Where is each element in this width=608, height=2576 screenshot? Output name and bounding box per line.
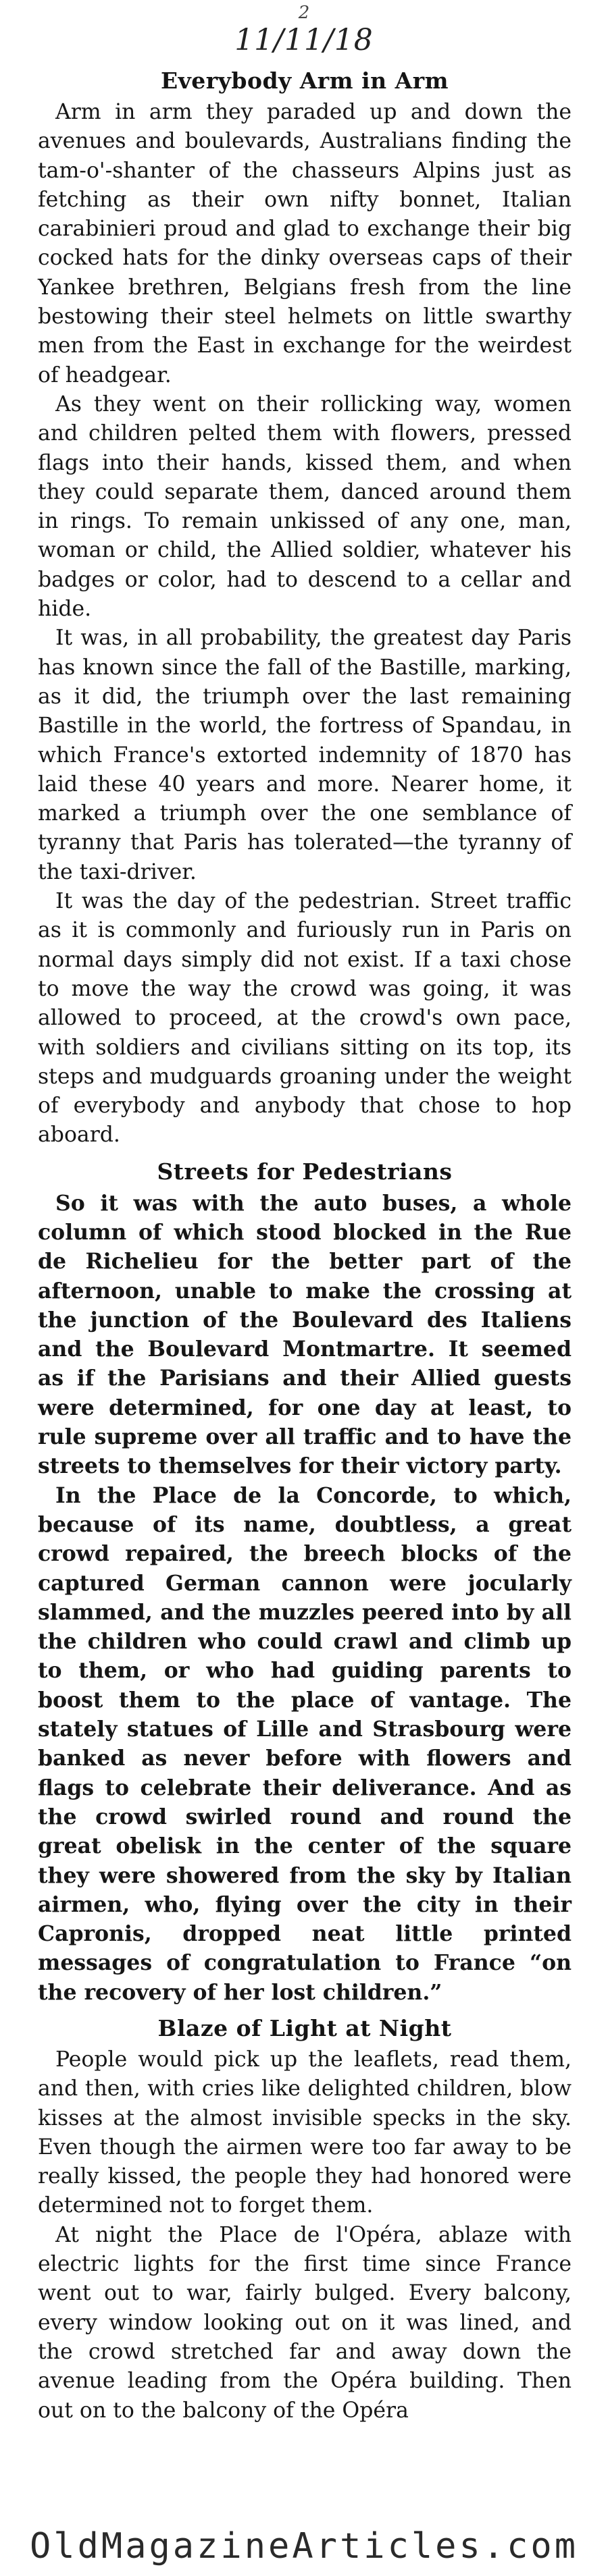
paragraph: As they went on their rollicking way, women and children pelted them with flowers, pressed flags into their hands, kissed them, and when they could separate them, danced around them in rings. To remain unkissed of any one, man, woman or child, the Allied soldier, whatever his badges or color, had to descend to a cellar and hide. (38, 392, 572, 622)
paragraph: It was, in all probability, the greatest day Paris has known since the fall of the Bastille, marking, as it did, the triumph over the last remaining Bastille in the world, the fortress of Spandau, in which France's extorted indemnity of 1870 has laid these 40 years and more. Nearer home, it marked a triumph over the one semblance of tyranny that Paris has tolerated—the tyranny of the taxi-driver. (38, 626, 572, 884)
paragraph: It was the day of the pedestrian. Street traffic as it is commonly and furiously run in Paris on normal days simply did not exist. If a taxi chose to move the way the crowd was going, it was allowed to proceed, at the crowd's own pace, with soldiers and civilians sitting on its top, its steps and mudguards groaning under the weight of everybody and anybody that chose to hop aboard. (38, 889, 572, 1148)
article-body (38, 68, 572, 2425)
page-number: 2 (298, 3, 310, 23)
section-title: Blaze of Light at Night (157, 2015, 452, 2041)
paragraph: So it was with the auto buses, a whole column of which stood blocked in the Rue de Richelieu for the better part of the afternoon, unable to make the crossing at the junction of the Boulevard des Italiens and the Boulevard Montmartre. It seemed as if the Parisians and their Allied guests were determined, for one day at least, to rule supreme over all traffic and to have the streets to themselves for their victory party. (38, 1190, 572, 1479)
section-title: Streets for Pedestrians (157, 1158, 453, 1185)
paragraph: At night the Place de l'Opéra, ablaze with electric lights for the first time since France went out to war, fairly bulged. Every balcony, every window looking out on it was lined, and the crowd stretched far and away down the avenue leading from the Opéra building. Then out on to the balcony of the Opéra (38, 2222, 572, 2423)
paragraph: People would pick up the leaflets, read them, and then, with cries like delighted children, blow kisses at the almost invisible specks in the sky. Even though the airmen were too far away to be really kissed, the people they had honored were determined not to forget them. (38, 2047, 572, 2218)
section-title: Everybody Arm in Arm (160, 68, 449, 94)
dateline: 11/11/18 (234, 23, 374, 57)
paragraph: Arm in arm they paraded up and down the avenues and boulevards, Australians finding the tam-o'-shanter of the chasseurs Alpins just as fetching as their own nifty bonnet, Italian carabinieri proud and glad to exchange their big cocked hats for the dinky overseas caps of their Yankee brethren, Belgians fresh from the line bestowing their steel helmets on little swarthy men from the East in exchange for the weirdest of headgear. (38, 100, 572, 387)
site-watermark: OldMagazineArticles.com (29, 2526, 579, 2567)
paragraph: In the Place de la Concorde, to which, because of its name, doubtless, a great crowd repaired, the breech blocks of the captured German cannon were jocularly slammed, and the muzzles peered into by all the children who could crawl and climb up to them, or who had guiding parents to boost them to the place of vantage. The stately statues of Lille and Strasbourg were banked as never before with flowers and flags to celebrate their deliverance. And as the crowd swirled round and round the great obelisk in the center of the square they were showered from the sky by Italian airmen, who, flying over the city in their Capronis, dropped neat little printed messages of congratulation to France “on the recovery of her lost children.” (38, 1482, 572, 2005)
